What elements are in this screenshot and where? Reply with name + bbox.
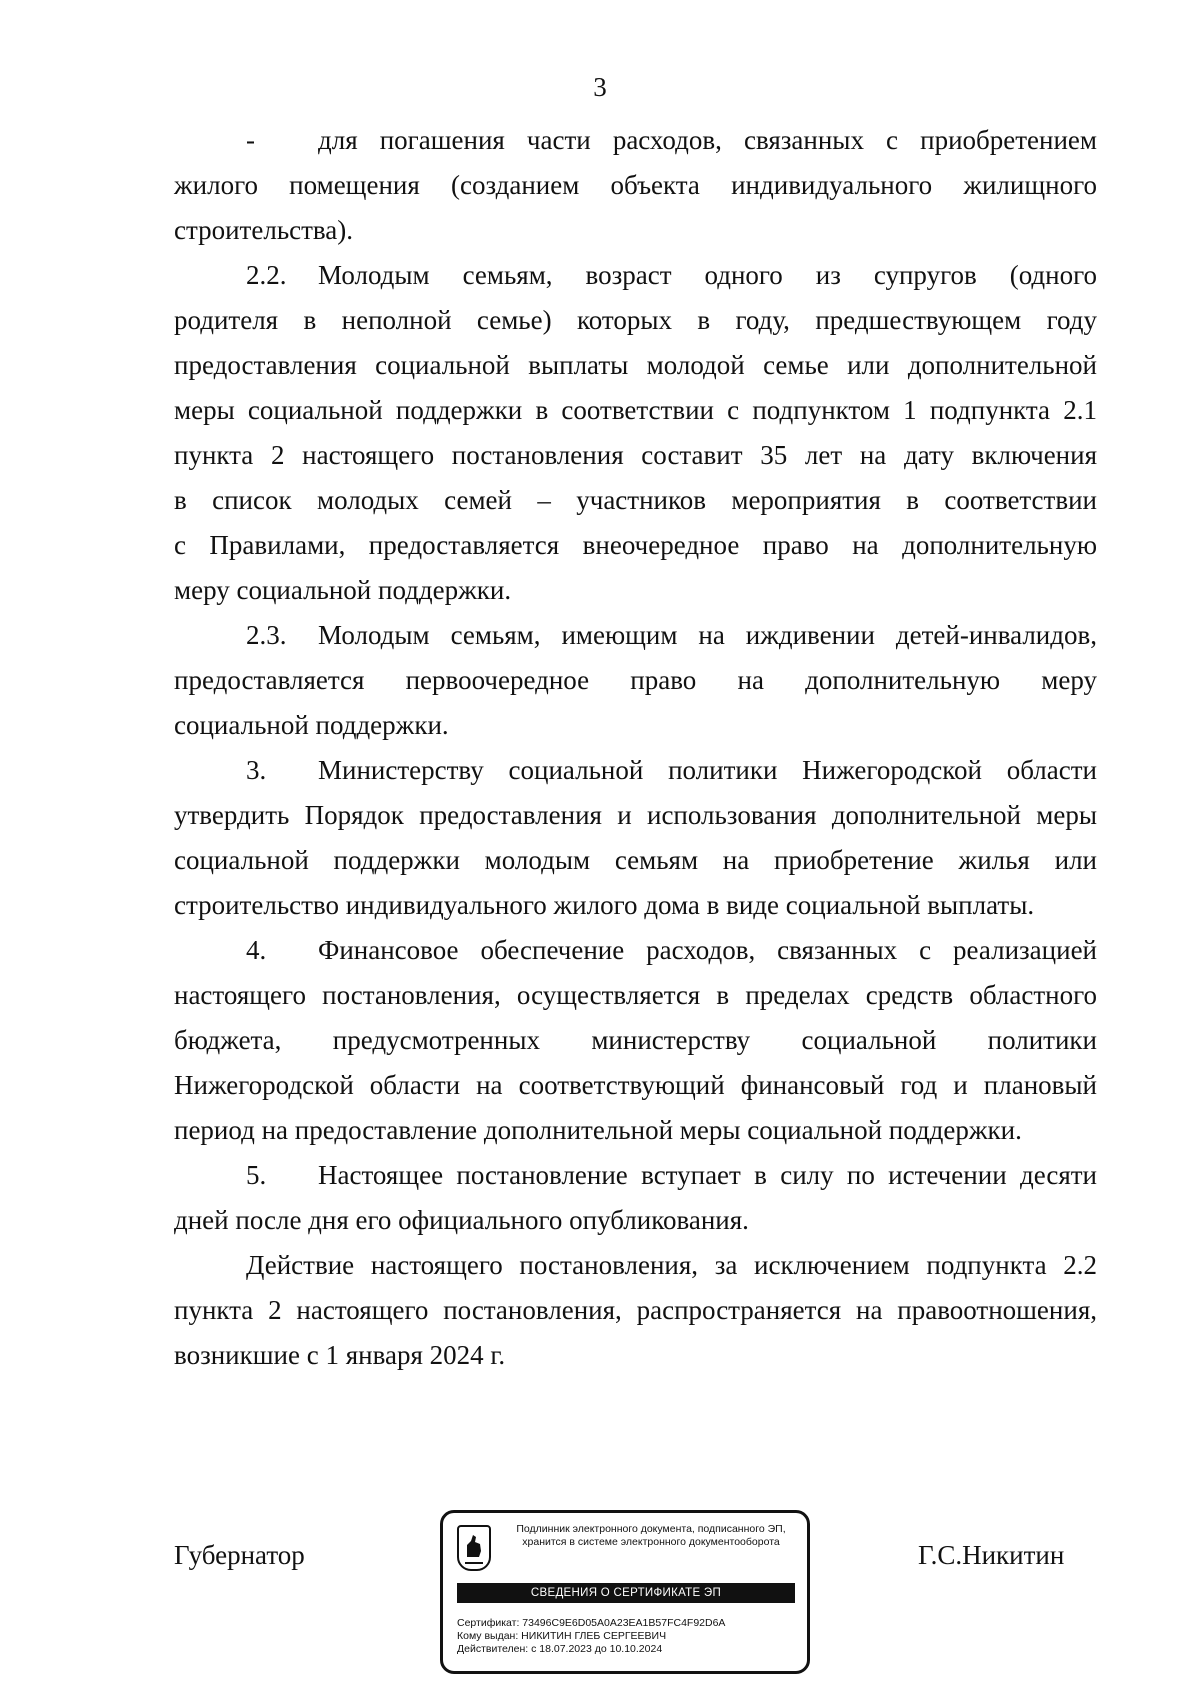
paragraph-line: возникшие с 1 января 2024 г.: [174, 1340, 506, 1370]
paragraph-line: в список молодых семей – участников мероприятия в соответствии: [174, 485, 1097, 515]
clause-number: 3.: [246, 755, 267, 785]
paragraph-line: пункта 2 настоящего постановления, распространяется на правоотношения,: [174, 1295, 1097, 1325]
paragraph-line: для погашения части расходов, связанных с приобретением: [318, 125, 1097, 155]
paragraph-line: с Правилами, предоставляется внеочередное право на дополнительную: [174, 530, 1097, 560]
stamp-certificate-info: [457, 1617, 725, 1656]
paragraph-line: Молодым семьям, возраст одного из супругов (одного: [318, 260, 1097, 290]
paragraph-line: социальной поддержки.: [174, 710, 449, 740]
certificate-number: Сертификат: 73496C9E6D05A0A23EA1B57FC4F92D6A: [457, 1617, 726, 1629]
page-number: 3: [593, 72, 607, 102]
paragraph-line: строительства).: [174, 215, 354, 245]
stamp-certificate-bar: СВЕДЕНИЯ О СЕРТИФИКАТЕ ЭП: [457, 1583, 795, 1603]
paragraph-line: меру социальной поддержки.: [174, 575, 512, 605]
paragraph-line: родителя в неполной семье) которых в году, предшествующем году: [174, 305, 1097, 335]
paragraph-line: пункта 2 настоящего постановления составит 35 лет на дату включения: [174, 440, 1097, 470]
paragraph-line: Настоящее постановление вступает в силу по истечении десяти: [318, 1160, 1097, 1190]
certificate-owner: Кому выдан: НИКИТИН ГЛЕБ СЕРГЕЕВИЧ: [457, 1630, 667, 1642]
signatory-name: Г.С.Никитин: [918, 1540, 1065, 1570]
clause-number: 4.: [246, 935, 267, 965]
stamp-header: [501, 1523, 801, 1549]
paragraph-line: дней после дня его официального опубликования.: [174, 1205, 749, 1235]
paragraph-line: предоставления социальной выплаты молодой семье или дополнительной: [174, 350, 1097, 380]
paragraph-line: социальной поддержки молодым семьям на приобретение жилья или: [174, 845, 1097, 875]
paragraph-line: Молодым семьям, имеющим на иждивении детей-инвалидов,: [318, 620, 1097, 650]
clause-number: 2.2.: [246, 260, 287, 290]
paragraph-line: бюджета, предусмотренных министерству социальной политики: [174, 1025, 1097, 1055]
paragraph-line: утвердить Порядок предоставления и использования дополнительной меры: [174, 800, 1097, 830]
paragraph-line: Министерству социальной политики Нижегородской области: [318, 755, 1097, 785]
paragraph-line: настоящего постановления, осуществляется в пределах средств областного: [174, 980, 1097, 1010]
paragraph-line: период на предоставление дополнительной меры социальной поддержки.: [174, 1115, 1022, 1145]
stamp-line-2: хранится в системе электронного документооборота: [522, 1536, 780, 1548]
electronic-signature-stamp: [440, 1510, 810, 1674]
paragraph-line: жилого помещения (созданием объекта индивидуального жилищного: [174, 170, 1097, 200]
paragraph-line: предоставляется первоочередное право на дополнительную меру: [174, 665, 1097, 695]
clause-number: 2.3.: [246, 620, 287, 650]
signatory-position: Губернатор: [174, 1540, 305, 1570]
paragraph-line: Финансовое обеспечение расходов, связанных с реализацией: [318, 935, 1097, 965]
stamp-line-1: Подлинник электронного документа, подписанного ЭП,: [516, 1523, 786, 1535]
paragraph-line: Нижегородской области на соответствующий финансовый год и плановый: [174, 1070, 1097, 1100]
clause-number: 5.: [246, 1160, 267, 1190]
paragraph-line: меры социальной поддержки в соответствии с подпунктом 1 подпункта 2.1: [174, 395, 1097, 425]
certificate-validity: Действителен: с 18.07.2023 до 10.10.2024: [457, 1643, 663, 1655]
list-marker: -: [246, 125, 255, 155]
paragraph-line: строительство индивидуального жилого дома в виде социальной выплаты.: [174, 890, 1035, 920]
coat-of-arms-icon: [457, 1525, 491, 1571]
paragraph-line: Действие настоящего постановления, за исключением подпункта 2.2: [246, 1250, 1097, 1280]
